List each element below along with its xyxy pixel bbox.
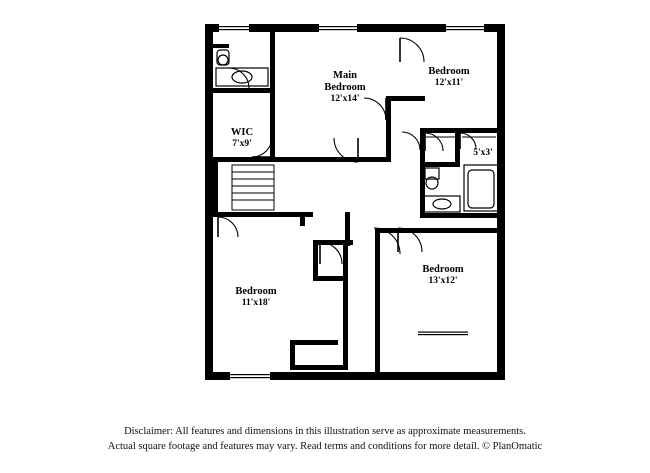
room-dims: 13'x12' xyxy=(428,275,458,286)
room-label-bedroom-top-right xyxy=(428,66,469,88)
disclaimer-text xyxy=(0,424,650,454)
room-label-closet-small xyxy=(473,148,493,159)
room-name: Bedroom xyxy=(422,264,464,275)
room-name: WIC xyxy=(230,127,254,138)
room-name: Bedroom xyxy=(235,286,277,297)
room-name: Main xyxy=(333,70,357,81)
room-label-bedroom-bottom-left xyxy=(235,286,276,308)
room-dims: 5'x3' xyxy=(473,148,493,158)
disclaimer-line-1: Disclaimer: All features and dimensions in this illustration serve as approximate measurements. xyxy=(124,426,526,437)
room-label-bedroom-bottom-right xyxy=(422,264,463,286)
room-dims: 11'x18' xyxy=(241,297,271,308)
room-name-2: Bedroom xyxy=(324,81,366,93)
disclaimer-line-2: Actual square footage and features may vary. Read terms and conditions for more detail. © PlanOmatic xyxy=(107,441,543,453)
room-name: Bedroom xyxy=(428,66,470,77)
room-dims: 12'x11' xyxy=(434,77,464,88)
room-label-wic xyxy=(231,127,253,149)
room-label-main-bedroom xyxy=(324,70,365,104)
room-dims: 7'x9' xyxy=(232,138,252,149)
room-dims: 12'x14' xyxy=(330,93,360,104)
stairs xyxy=(232,165,274,210)
